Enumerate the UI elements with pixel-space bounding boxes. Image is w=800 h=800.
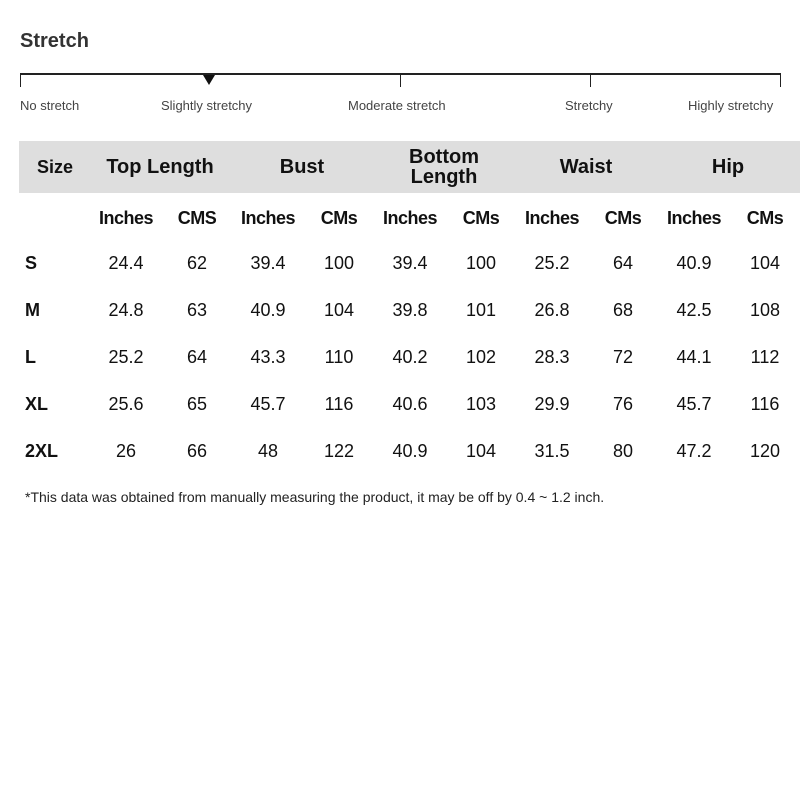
table-cell: 65 [186,394,208,414]
row-size-label: L [25,347,36,367]
subheader-cms: CMs [462,207,500,228]
table-cell: 63 [186,300,208,320]
table-cell: 72 [612,347,634,367]
scale-label-moderate-stretch: Moderate stretch [348,98,446,113]
table-cell: 108 [749,300,781,320]
header-waist: Waist [559,156,613,178]
stretch-title: Stretch [20,30,89,52]
table-cell: 116 [324,394,354,414]
table-cell: 64 [186,347,208,367]
table-cell: 104 [465,441,497,461]
table-cell: 110 [324,347,354,367]
row-size-label: M [25,300,40,320]
table-cell: 26.8 [534,300,570,320]
table-cell: 31.5 [534,441,570,461]
table-cell: 43.3 [250,347,286,367]
subheader-cms: CMs [746,207,784,228]
header-bottom-length: Bottom Length [409,146,479,188]
table-cell: 24.4 [108,253,144,273]
scale-label-slightly-stretchy: Slightly stretchy [161,98,253,113]
row-size-label: S [25,253,38,273]
footnote: *This data was obtained from manually measuring the product, it may be off by 0.4 ~ 1.2 inch. [25,489,605,505]
table-cell: 44.1 [676,347,712,367]
table-cell: 116 [750,394,780,414]
stretch-scale [20,73,781,89]
scale-tick [780,73,781,87]
subheader-inches: Inches [240,207,296,228]
table-cell: 62 [186,253,208,273]
table-cell: 80 [612,441,634,461]
table-cell: 112 [750,347,780,367]
stretch-pointer-icon [203,75,215,85]
table-cell: 103 [465,394,497,414]
table-cell: 120 [749,441,781,461]
scale-tick [400,73,401,87]
table-cell: 25.2 [534,253,570,273]
header-top-length: Top Length [106,156,214,178]
subheader-inches: Inches [98,207,154,228]
table-cell: 25.2 [108,347,144,367]
table-cell: 39.4 [250,253,286,273]
table-cell: 40.2 [392,347,428,367]
table-cell: 76 [612,394,634,414]
scale-label-stretchy: Stretchy [565,98,613,113]
table-cell: 122 [323,441,355,461]
subheader-cms: CMs [604,207,642,228]
subheader-inches: Inches [524,207,580,228]
table-cell: 45.7 [676,394,712,414]
table-cell: 47.2 [676,441,712,461]
table-cell: 66 [186,441,208,461]
row-size-label: XL [25,394,49,414]
table-cell: 104 [323,300,355,320]
subheader-inches: Inches [382,207,438,228]
table-cell: 29.9 [534,394,570,414]
table-cell: 40.9 [676,253,712,273]
table-cell: 64 [612,253,634,273]
table-cell: 39.8 [392,300,428,320]
table-cell: 101 [465,300,497,320]
scale-label-highly-stretchy: Highly stretchy [688,98,774,113]
table-cell: 104 [749,253,781,273]
subheader-inches: Inches [666,207,722,228]
table-cell: 48 [257,441,279,461]
scale-tick [20,73,21,87]
scale-tick [590,73,591,87]
header-size: Size [36,157,74,177]
table-cell: 42.5 [676,300,712,320]
table-cell: 68 [612,300,634,320]
table-cell: 40.9 [392,441,428,461]
table-cell: 39.4 [392,253,428,273]
header-hip: Hip [711,156,745,178]
table-cell: 45.7 [250,394,286,414]
table-cell: 100 [465,253,497,273]
table-cell: 28.3 [534,347,570,367]
table-cell: 100 [323,253,355,273]
subheader-cms: CMs [320,207,358,228]
table-cell: 24.8 [108,300,144,320]
table-cell: 26 [115,441,137,461]
table-cell: 25.6 [108,394,144,414]
header-bust: Bust [279,156,325,178]
table-cell: 40.9 [250,300,286,320]
table-cell: 102 [465,347,497,367]
row-size-label: 2XL [25,441,59,461]
scale-label-no-stretch: No stretch [20,98,80,113]
subheader-cms: CMS [177,207,217,228]
table-cell: 40.6 [392,394,428,414]
